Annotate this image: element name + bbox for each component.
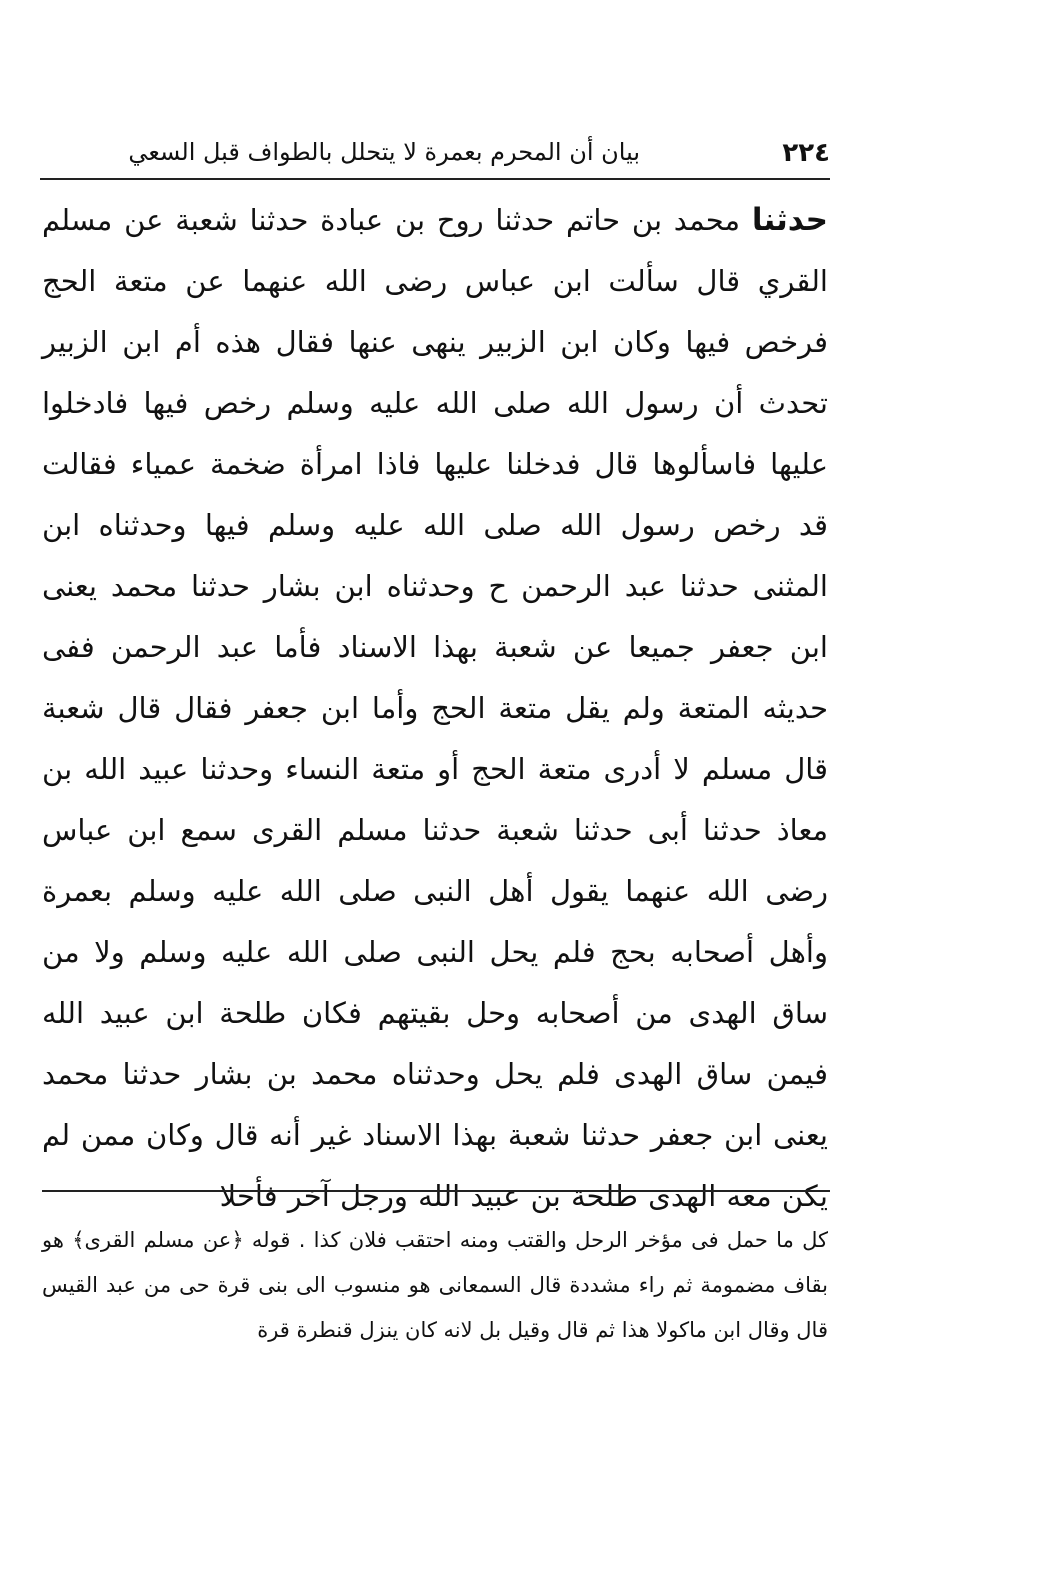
hadith-body: محمد بن حاتم حدثنا روح بن عبادة حدثنا شعبة عن مسلم القري قال سألت ابن عباس رضى الله عنهما عن متعة الحج فرخص فيها وكان ابن الزبير ينهى عنها فقال هذه أم ابن الزبير تحدث أن رسول الله صلى الله عليه وسلم رخص فيها فادخلوا عليها فاسألوها قال فدخلنا عليها فاذا امرأة ضخمة عمياء فقالت قد رخص رسول الله صلى الله عليه وسلم فيها وحدثناه ابن المثنى حدثنا عبد الرحمن ح وحدثناه ابن بشار حدثنا محمد يعنى ابن جعفر جميعا عن شعبة بهذا الاسناد فأما عبد الرحمن ففى حديثه المتعة ولم يقل متعة الحج وأما ابن جعفر فقال قال شعبة قال مسلم لا أدرى متعة الحج أو متعة النساء وحدثنا عبيد الله بن معاذ حدثنا أبى حدثنا شعبة حدثنا مسلم القرى سمع ابن عباس رضى الله عنهما يقول أهل النبى صلى الله عليه وسلم بعمرة وأهل أصحابه بحج فلم يحل النبى صلى الله عليه وسلم ولا من ساق الهدى من أصحابه وحل بقيتهم فكان طلحة ابن عبيد الله فيمن ساق الهدى فلم يحل وحدثناه محمد بن بشار حدثنا محمد يعنى ابن جعفر حدثنا شعبة بهذا الاسناد غير أنه قال وكان ممن لم يكن معه الهدى طلحة بن عبيد الله ورجل آخر فأحلا [42, 203, 828, 1213]
page-number: ٢٢٤ [782, 138, 830, 168]
running-title: بيان أن المحرم بعمرة لا يتحلل بالطواف قبل السعي [128, 138, 640, 166]
page-header [40, 132, 830, 176]
footnote-divider [42, 1190, 830, 1192]
footnote: كل ما حمل فى مؤخر الرحل والقتب ومنه احتقب فلان كذا . قوله ﴿عن مسلم القرى﴾ هو بقاف مضمومة ثم راء مشددة قال السمعانى هو منسوب الى بنى قرة حى من عبد القيس قال وقال ابن ماكولا هذا ثم قال وقيل بل لانه كان ينزل قنطرة قرة [42, 1228, 828, 1342]
hadith-text [42, 190, 828, 1227]
header-divider [40, 178, 830, 180]
lead-word: حدثنا [751, 202, 829, 238]
